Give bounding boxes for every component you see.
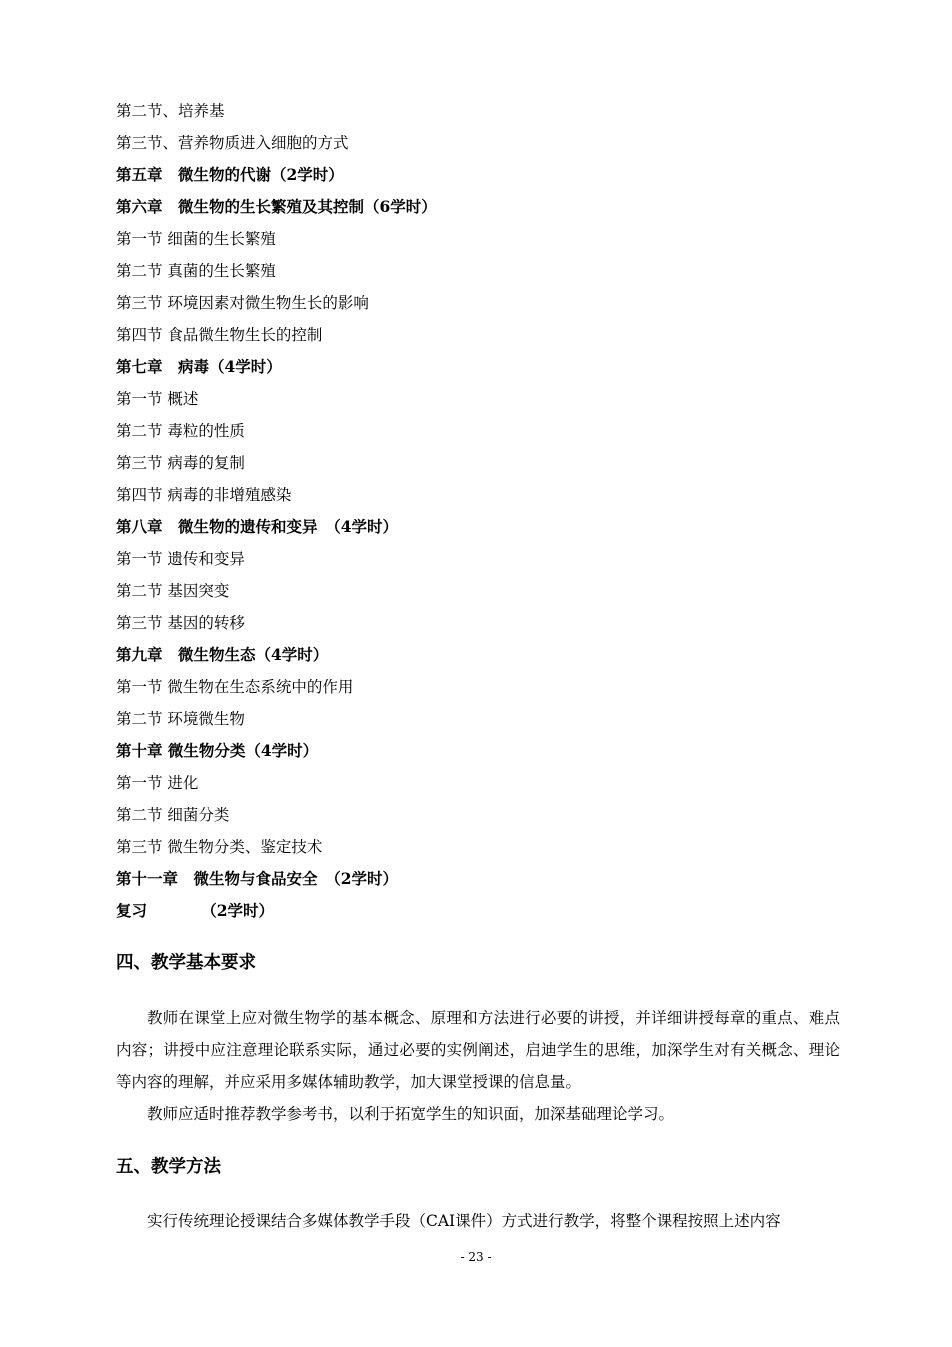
section-heading-teaching-methods: 五、教学方法 xyxy=(116,1157,221,1177)
chapter-heading: 复习 （2学时） xyxy=(116,901,275,920)
paragraph-teaching-requirements-1: 教师在课堂上应对微生物学的基本概念、原理和方法进行必要的讲授，并详细讲授每章的重点、难点内容；讲授中应注意理论联系实际，通过必要的实例阐述，启迪学生的思维，加深学生对有关概念、理论等内容的理解，并应采用多媒体辅助教学，加大课堂授课的信息量。 xyxy=(116,1009,840,1091)
section-item: 第三节 微生物分类、鉴定技术 xyxy=(116,838,323,856)
section-item: 第一节 进化 xyxy=(116,774,199,792)
section-item: 第三节 环境因素对微生物生长的影响 xyxy=(116,294,369,312)
section-heading-teaching-requirements: 四、教学基本要求 xyxy=(116,953,256,973)
section-item: 第二节 环境微生物 xyxy=(116,710,245,728)
chapter-heading: 第十章 微生物分类（4学时） xyxy=(116,741,319,760)
section-item: 第一节 遗传和变异 xyxy=(116,550,245,568)
chapter-heading: 第五章 微生物的代谢（2学时） xyxy=(116,165,344,184)
section-item: 第二节 细菌分类 xyxy=(116,806,230,824)
section-item: 第一节 概述 xyxy=(116,390,199,408)
section-item: 第一节 细菌的生长繁殖 xyxy=(116,230,276,248)
section-item: 第一节 微生物在生态系统中的作用 xyxy=(116,678,354,696)
section-item: 第三节、营养物质进入细胞的方式 xyxy=(116,134,349,152)
section-item: 第三节 病毒的复制 xyxy=(116,454,245,472)
section-item: 第二节 毒粒的性质 xyxy=(116,422,245,440)
paragraph-teaching-methods: 实行传统理论授课结合多媒体教学手段（CAI课件）方式进行教学，将整个课程按照上述内容 xyxy=(147,1212,781,1230)
section-item: 第四节 病毒的非增殖感染 xyxy=(116,486,292,504)
course-outline xyxy=(116,95,856,927)
chapter-heading: 第十一章 微生物与食品安全 （2学时） xyxy=(116,869,399,888)
paragraph-teaching-requirements-2: 教师应适时推荐教学参考书，以利于拓宽学生的知识面，加深基础理论学习。 xyxy=(147,1105,675,1123)
page-number: - 23 - xyxy=(460,1250,492,1264)
section-item: 第三节 基因的转移 xyxy=(116,614,245,632)
chapter-heading: 第九章 微生物生态（4学时） xyxy=(116,645,329,664)
chapter-heading: 第八章 微生物的遗传和变异 （4学时） xyxy=(116,517,399,536)
section-item: 第二节 基因突变 xyxy=(116,582,230,600)
chapter-heading: 第七章 病毒（4学时） xyxy=(116,357,282,376)
section-item: 第二节、培养基 xyxy=(116,102,225,120)
chapter-heading: 第六章 微生物的生长繁殖及其控制（6学时） xyxy=(116,197,437,216)
section-item: 第四节 食品微生物生长的控制 xyxy=(116,326,323,344)
section-item: 第二节 真菌的生长繁殖 xyxy=(116,262,276,280)
